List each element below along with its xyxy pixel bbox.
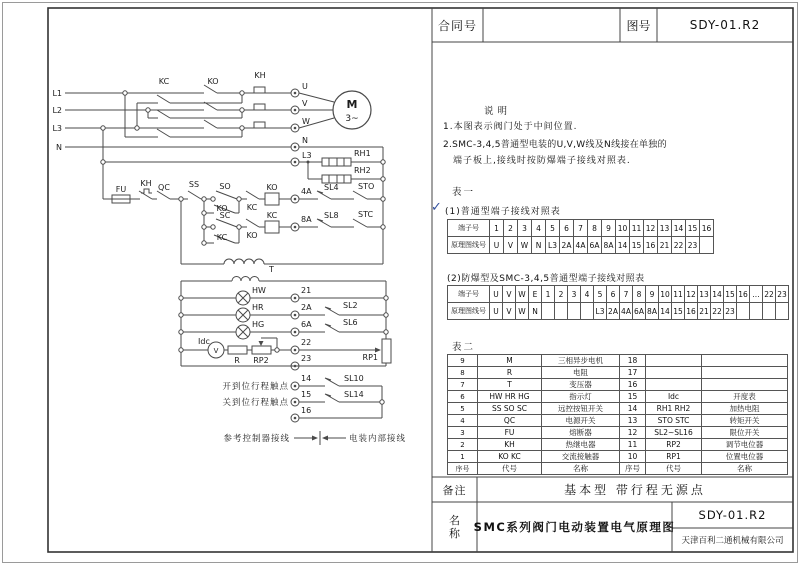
label-6a: 6A: [301, 320, 312, 329]
table-cell: 11: [630, 220, 644, 237]
table-row: [448, 463, 788, 475]
table-cell: 指示灯: [542, 391, 620, 403]
table-cell: 23: [686, 237, 700, 254]
table-cell: 16: [737, 286, 750, 303]
table-cell: 16: [644, 237, 658, 254]
table-cell: HW HR HG: [478, 391, 542, 403]
indicator-lamps: [236, 291, 250, 339]
label-so: SO: [219, 182, 231, 191]
table-cell: [750, 303, 763, 320]
name-block-label: 名称: [449, 514, 460, 540]
table-cell: [646, 355, 702, 367]
table-cell: ...: [750, 286, 763, 303]
label-voltmeter: V: [213, 347, 219, 355]
label-hg: HG: [252, 320, 265, 329]
label-l1: L1: [52, 89, 62, 98]
table-cell: 序号: [448, 463, 478, 475]
table-cell: U: [490, 303, 503, 320]
table-cell: 4A: [574, 237, 588, 254]
table-cell: 10: [616, 220, 630, 237]
label-rh2: RH2: [354, 166, 371, 175]
terminal-marks: [291, 89, 299, 422]
table-cell: RH1 RH2: [646, 403, 702, 415]
table-cell: V: [503, 286, 516, 303]
table-cell: 6A: [633, 303, 646, 320]
label-stc: STC: [358, 210, 374, 219]
label-motor-phase: 3~: [345, 114, 359, 124]
table-cell: 5: [448, 403, 478, 415]
label-21: 21: [301, 286, 312, 295]
label-ko-coil: KO: [266, 183, 278, 192]
table-cell: 位置电位器: [702, 451, 788, 463]
table-cell: 4: [448, 415, 478, 427]
table-cell: 16: [685, 303, 698, 320]
label-sl4: SL4: [324, 183, 339, 192]
table-cell: 远控按钮开关: [542, 403, 620, 415]
table-cell: 代号: [478, 463, 542, 475]
terminal-table-normal: [447, 219, 714, 254]
label-hr: HR: [252, 303, 264, 312]
transformer-symbol: [224, 259, 264, 281]
table-cell: 4: [581, 286, 594, 303]
label-16: 16: [301, 406, 312, 415]
table-cell: 2A: [607, 303, 620, 320]
label-l3-terminal: L3: [302, 151, 312, 160]
label-close-contact: 关到位行程触点: [222, 398, 289, 408]
rh1-resistor: [322, 158, 351, 166]
table-row: [448, 286, 789, 303]
rh2-resistor: [322, 175, 351, 183]
table-cell: 交流接触器: [542, 451, 620, 463]
table-cell: 熔断器: [542, 427, 620, 439]
table-cell: 21: [658, 237, 672, 254]
label-qc: QC: [158, 183, 170, 192]
label-22: 22: [301, 338, 312, 347]
label-fu: FU: [115, 185, 127, 194]
table-cell: 1: [448, 451, 478, 463]
table-cell: 15: [672, 303, 685, 320]
table-cell: [581, 303, 594, 320]
table-cell: 17: [620, 367, 646, 379]
table-cell: STO STC: [646, 415, 702, 427]
table-row: [448, 220, 714, 237]
junction-circles: [101, 91, 388, 404]
label-v: V: [302, 99, 308, 108]
kc-coil: [265, 221, 279, 233]
label-kc-aux: KC: [216, 233, 228, 242]
terminal-table-explosionproof: [447, 285, 789, 320]
table-row: [448, 427, 788, 439]
table-cell: 23: [724, 303, 737, 320]
table-cell: RP1: [646, 451, 702, 463]
label-kc-main: KC: [158, 77, 170, 86]
rp1-potentiometer: [382, 339, 391, 363]
label-ko-main: KO: [207, 77, 219, 86]
label-rp2: RP2: [253, 356, 269, 365]
table-cell: 4: [532, 220, 546, 237]
table-cell: 22: [672, 237, 686, 254]
table-cell: 8: [588, 220, 602, 237]
table-cell: 名称: [702, 463, 788, 475]
label-ko-aux: KO: [216, 204, 228, 213]
table-cell: [542, 303, 555, 320]
table-cell: SL2~SL16: [646, 427, 702, 439]
table-cell: 代号: [646, 463, 702, 475]
lamp-hg: [236, 325, 250, 339]
label-idc: Idc: [198, 337, 210, 346]
table-cell: 15: [620, 391, 646, 403]
table-cell: [700, 237, 714, 254]
table-cell: 16: [620, 379, 646, 391]
table-cell: 7: [620, 286, 633, 303]
table-cell: 开度表: [702, 391, 788, 403]
label-ko-interlock: KO: [246, 231, 258, 240]
label-r: R: [234, 356, 240, 365]
table-cell: 三相异步电机: [542, 355, 620, 367]
table-cell: 18: [620, 355, 646, 367]
table-row: [448, 237, 714, 254]
table-cell: 12: [620, 427, 646, 439]
label-rp1: RP1: [362, 353, 378, 362]
table-cell: 10: [659, 286, 672, 303]
table-cell: 2: [504, 220, 518, 237]
table-cell: 13: [620, 415, 646, 427]
table-cell: RP2: [646, 439, 702, 451]
label-sl14: SL14: [344, 390, 364, 399]
table-cell: 22: [763, 286, 776, 303]
table-cell: T: [478, 379, 542, 391]
table-cell: 10: [620, 451, 646, 463]
table-cell: 22: [711, 303, 724, 320]
drawing-no-label: 图号: [626, 18, 651, 33]
table-cell: 限位开关: [702, 427, 788, 439]
label-motor-m: M: [346, 98, 358, 111]
contract-no-label: 合同号: [437, 18, 477, 33]
table-cell: W: [518, 237, 532, 254]
table-cell: 序号: [620, 463, 646, 475]
table-cell: 8A: [646, 303, 659, 320]
label-w: W: [302, 117, 310, 126]
table-cell: QC: [478, 415, 542, 427]
table-cell: Idc: [646, 391, 702, 403]
table-cell: 原理图线号: [448, 303, 490, 320]
table-cell: 6: [448, 391, 478, 403]
table-cell: [568, 303, 581, 320]
note-line-1: 1.本图表示阀门处于中间位置.: [443, 122, 578, 132]
table-cell: E: [529, 286, 542, 303]
check-mark: ✓: [431, 200, 442, 215]
table-cell: [763, 303, 776, 320]
table-cell: 6: [560, 220, 574, 237]
table-cell: 9: [646, 286, 659, 303]
table-cell: 1: [490, 220, 504, 237]
table-cell: 5: [546, 220, 560, 237]
table-cell: [646, 379, 702, 391]
label-sl6: SL6: [343, 318, 358, 327]
table-cell: V: [504, 237, 518, 254]
table-row: [448, 303, 789, 320]
table-cell: W: [516, 286, 529, 303]
label-legend-internal: 电装内部接线: [349, 434, 407, 444]
table-cell: U: [490, 286, 503, 303]
table-cell: 13: [698, 286, 711, 303]
table-cell: 6A: [588, 237, 602, 254]
table-cell: V: [503, 303, 516, 320]
ko-coil: [265, 193, 279, 205]
label-kc-interlock: KC: [246, 203, 258, 212]
table-cell: 12: [644, 220, 658, 237]
table-cell: 热继电器: [542, 439, 620, 451]
table-cell: 23: [776, 286, 789, 303]
table-cell: [702, 379, 788, 391]
table-cell: 6: [607, 286, 620, 303]
table-cell: L3: [546, 237, 560, 254]
label-legend-controller: 参考控制器接线: [223, 434, 290, 444]
table-cell: 5: [594, 286, 607, 303]
table-cell: 15: [724, 286, 737, 303]
table-cell: 变压器: [542, 379, 620, 391]
table-cell: N: [529, 303, 542, 320]
label-hw: HW: [252, 286, 266, 295]
table-cell: 14: [711, 286, 724, 303]
table-cell: 14: [620, 403, 646, 415]
table-cell: 12: [685, 286, 698, 303]
label-open-contact: 开到位行程触点: [222, 382, 289, 392]
table-cell: 3: [448, 427, 478, 439]
note-line-2: 2.SMC-3,4,5普通型电装的U,V,W线及N线接在单独的: [443, 140, 667, 150]
table-cell: 电阻: [542, 367, 620, 379]
table-cell: 8: [633, 286, 646, 303]
fuse-symbol: [112, 195, 130, 203]
table-cell: KO KC: [478, 451, 542, 463]
table-two-title: (2)防爆型及SMC-3,4,5普通型端子接线对照表: [447, 274, 645, 284]
label-15: 15: [301, 390, 312, 399]
table-cell: 9: [448, 355, 478, 367]
lamp-hr: [236, 308, 250, 322]
table-cell: 8: [448, 367, 478, 379]
table-cell: [737, 303, 750, 320]
table-cell: 14: [659, 303, 672, 320]
table-cell: 原理图线号: [448, 237, 490, 254]
component-table-label: 表二: [452, 342, 476, 353]
label-8a: 8A: [301, 215, 312, 224]
table-cell: [702, 355, 788, 367]
component-table: [447, 354, 788, 475]
label-2a: 2A: [301, 303, 312, 312]
label-sc: SC: [219, 211, 231, 220]
table-cell: 13: [658, 220, 672, 237]
table-cell: FU: [478, 427, 542, 439]
lamp-hw: [236, 291, 250, 305]
wires: [65, 93, 386, 445]
table-cell: 调节电位器: [702, 439, 788, 451]
table-cell: 电源开关: [542, 415, 620, 427]
table-cell: 2: [448, 439, 478, 451]
table-row: [448, 451, 788, 463]
label-14: 14: [301, 374, 312, 383]
table-cell: 9: [602, 220, 616, 237]
name-block-title: SMC系列阀门电动装置电气原理图: [473, 520, 676, 534]
label-rh1: RH1: [354, 149, 371, 158]
remarks-label: 备注: [442, 483, 467, 497]
table-cell: 3: [568, 286, 581, 303]
label-kh-control: KH: [140, 179, 152, 188]
table-cell: KH: [478, 439, 542, 451]
label-n-terminal: N: [302, 136, 308, 145]
label-t: T: [269, 265, 274, 274]
note-line-3: 端子板上,接线时按防爆端子接线对照表.: [453, 156, 631, 166]
table-cell: 转矩开关: [702, 415, 788, 427]
table-one-title: (1)普通型端子接线对照表: [445, 207, 561, 217]
rp2-potentiometer: [252, 346, 271, 354]
remarks-value: 基本型 带行程无源点: [564, 483, 706, 497]
table-cell: 7: [448, 379, 478, 391]
table-cell: 1: [542, 286, 555, 303]
table-cell: 4A: [620, 303, 633, 320]
table-cell: 2A: [560, 237, 574, 254]
label-4a: 4A: [301, 187, 312, 196]
table-row: [448, 355, 788, 367]
resistor-r: [228, 346, 247, 354]
label-n: N: [56, 143, 62, 152]
table-cell: L3: [594, 303, 607, 320]
table-one-label: 表一: [452, 187, 476, 198]
table-cell: [702, 367, 788, 379]
table-cell: 名称: [542, 463, 620, 475]
table-cell: 15: [686, 220, 700, 237]
table-row: [448, 439, 788, 451]
schematic-labels: [52, 71, 406, 444]
table-cell: 11: [672, 286, 685, 303]
label-l3: L3: [52, 124, 62, 133]
label-23: 23: [301, 354, 312, 363]
label-sl2: SL2: [343, 301, 358, 310]
name-block-label-cell: [432, 502, 477, 552]
label-kc-coil: KC: [266, 211, 278, 220]
table-cell: 8A: [602, 237, 616, 254]
table-row: [448, 391, 788, 403]
table-cell: [776, 303, 789, 320]
table-cell: R: [478, 367, 542, 379]
table-cell: 21: [698, 303, 711, 320]
table-cell: 端子号: [448, 286, 490, 303]
notes-heading: 说明: [484, 106, 512, 117]
table-cell: 14: [672, 220, 686, 237]
table-cell: U: [490, 237, 504, 254]
table-cell: [555, 303, 568, 320]
table-cell: 端子号: [448, 220, 490, 237]
table-cell: N: [532, 237, 546, 254]
table-row: [448, 367, 788, 379]
label-sto: STO: [358, 182, 375, 191]
drawing-no-value: SDY-01.R2: [689, 18, 761, 32]
company-name: 天津百利二通机械有限公司: [681, 536, 784, 546]
name-block-drawing-no: SDY-01.R2: [698, 508, 767, 522]
label-sl8: SL8: [324, 211, 339, 220]
table-row: [448, 403, 788, 415]
table-cell: 2: [555, 286, 568, 303]
table-cell: 7: [574, 220, 588, 237]
table-cell: W: [516, 303, 529, 320]
table-cell: 11: [620, 439, 646, 451]
table-cell: 3: [518, 220, 532, 237]
table-cell: M: [478, 355, 542, 367]
table-cell: 15: [630, 237, 644, 254]
table-cell: SS SO SC: [478, 403, 542, 415]
table-row: [448, 379, 788, 391]
label-kh-main: KH: [254, 71, 266, 80]
table-cell: [646, 367, 702, 379]
table-cell: 16: [700, 220, 714, 237]
label-ss: SS: [188, 180, 200, 189]
table-cell: 14: [616, 237, 630, 254]
table-row: [448, 415, 788, 427]
label-u: U: [302, 82, 308, 91]
label-l2: L2: [52, 106, 62, 115]
table-cell: 加热电阻: [702, 403, 788, 415]
label-sl10: SL10: [344, 374, 364, 383]
